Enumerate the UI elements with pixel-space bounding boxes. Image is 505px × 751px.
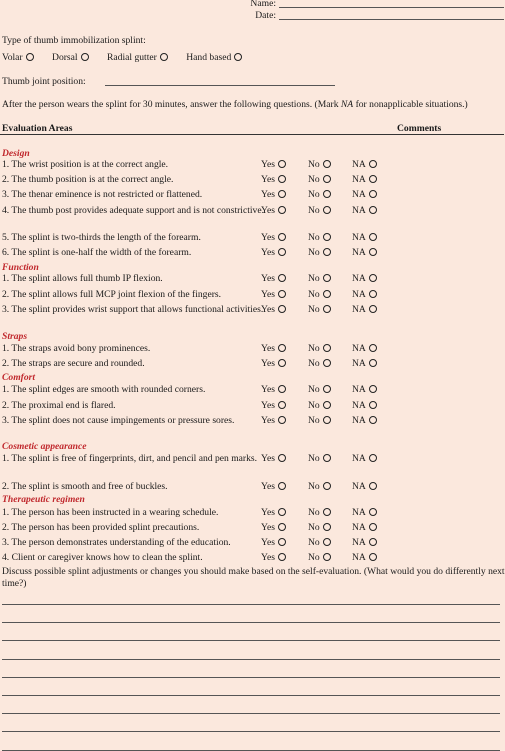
- radio-circle-icon[interactable]: [369, 160, 377, 168]
- na-option[interactable]: [352, 537, 377, 548]
- evaluation-row: [0, 289, 505, 304]
- no-option-label: No: [308, 358, 320, 369]
- radio-circle-icon[interactable]: [369, 538, 377, 546]
- yes-option-label: Yes: [261, 232, 275, 243]
- radio-circle-icon[interactable]: [278, 248, 286, 256]
- yes-option-label: Yes: [261, 537, 275, 548]
- radio-circle-icon[interactable]: [278, 454, 286, 462]
- yes-option-label: Yes: [261, 205, 275, 216]
- option-label: Radial gutter: [107, 52, 157, 63]
- evaluation-row: [0, 273, 505, 288]
- na-option-label: NA: [352, 358, 366, 369]
- no-option[interactable]: [308, 537, 331, 548]
- yes-option-label: Yes: [261, 358, 275, 369]
- radio-circle-icon[interactable]: [160, 53, 168, 61]
- no-option-label: No: [308, 453, 320, 464]
- radio-circle-icon[interactable]: [278, 274, 286, 282]
- na-option[interactable]: [352, 189, 377, 200]
- footer-question: Discuss possible splint adjustments or changes you should make based on the self-evaluation. (What would you do differently next time?): [2, 566, 505, 589]
- radio-circle-icon[interactable]: [323, 305, 331, 313]
- yes-option-label: Yes: [261, 415, 275, 426]
- evaluation-row: [0, 522, 505, 537]
- no-option-label: No: [308, 247, 320, 258]
- no-option-label: No: [308, 289, 320, 300]
- section-title: Comfort: [2, 372, 36, 383]
- no-option-label: No: [308, 232, 320, 243]
- radio-circle-icon[interactable]: [278, 160, 286, 168]
- na-option-label: NA: [352, 289, 366, 300]
- instructions: [2, 99, 468, 110]
- radio-circle-icon[interactable]: [323, 553, 331, 561]
- no-option[interactable]: [308, 400, 331, 411]
- radio-circle-icon[interactable]: [323, 248, 331, 256]
- na-option-label: NA: [352, 522, 366, 533]
- na-option[interactable]: [352, 343, 377, 354]
- item-text: 2. The splint is smooth and free of buckles.: [2, 481, 168, 492]
- yes-option[interactable]: [261, 507, 286, 518]
- radio-circle-icon[interactable]: [369, 385, 377, 393]
- na-option-label: NA: [352, 247, 366, 258]
- no-option[interactable]: [308, 304, 331, 315]
- yes-option-label: Yes: [261, 522, 275, 533]
- item-text: 1. The splint allows full thumb IP flexion.: [2, 273, 163, 284]
- no-option-label: No: [308, 384, 320, 395]
- no-option[interactable]: [308, 289, 331, 300]
- thumb-position-field[interactable]: [105, 85, 335, 86]
- no-option-label: No: [308, 205, 320, 216]
- comment-line[interactable]: [2, 713, 500, 714]
- na-option-label: NA: [352, 400, 366, 411]
- radio-circle-icon[interactable]: [81, 53, 89, 61]
- yes-option[interactable]: [261, 174, 286, 185]
- radio-circle-icon[interactable]: [323, 454, 331, 462]
- radio-circle-icon[interactable]: [278, 401, 286, 409]
- na-option-label: NA: [352, 273, 366, 284]
- section-title: Design: [2, 148, 30, 159]
- option-label: Volar: [2, 52, 23, 63]
- radio-circle-icon[interactable]: [278, 233, 286, 241]
- no-option-label: No: [308, 174, 320, 185]
- item-text: 1. The splint is free of fingerprints, dirt, and pencil and pen marks.: [2, 453, 258, 464]
- na-option-label: NA: [352, 415, 366, 426]
- item-text: 4. The thumb post provides adequate support and is not constrictive.: [2, 205, 265, 216]
- na-option[interactable]: [352, 358, 377, 369]
- item-text: 1. The person has been instructed in a wearing schedule.: [2, 507, 219, 518]
- no-option[interactable]: [308, 522, 331, 533]
- yes-option[interactable]: [261, 400, 286, 411]
- evaluation-row: [0, 400, 505, 415]
- no-option[interactable]: [308, 453, 331, 464]
- radio-circle-icon[interactable]: [278, 359, 286, 367]
- radio-circle-icon[interactable]: [369, 508, 377, 516]
- no-option-label: No: [308, 507, 320, 518]
- radio-circle-icon[interactable]: [369, 416, 377, 424]
- radio-circle-icon[interactable]: [278, 175, 286, 183]
- comment-line[interactable]: [2, 677, 500, 678]
- no-option[interactable]: [308, 343, 331, 354]
- radio-circle-icon[interactable]: [369, 233, 377, 241]
- no-option[interactable]: [308, 232, 331, 243]
- yes-option[interactable]: [261, 415, 286, 426]
- na-option[interactable]: [352, 247, 377, 258]
- radio-circle-icon[interactable]: [369, 305, 377, 313]
- item-text: 1. The splint edges are smooth with rounded corners.: [2, 384, 206, 395]
- comment-line[interactable]: [2, 604, 500, 605]
- radio-circle-icon[interactable]: [323, 160, 331, 168]
- evaluation-row: [0, 384, 505, 399]
- yes-option-label: Yes: [261, 400, 275, 411]
- comment-line[interactable]: [2, 622, 500, 623]
- thumb-position-label: Thumb joint position:: [2, 76, 86, 87]
- no-option-label: No: [308, 415, 320, 426]
- radio-circle-icon[interactable]: [323, 416, 331, 424]
- yes-option-label: Yes: [261, 481, 275, 492]
- no-option-label: No: [308, 189, 320, 200]
- evaluation-row: [0, 537, 505, 552]
- no-option-label: No: [308, 343, 320, 354]
- no-option[interactable]: [308, 507, 331, 518]
- radio-circle-icon[interactable]: [278, 290, 286, 298]
- item-text: 3. The person demonstrates understanding of the education.: [2, 537, 231, 548]
- na-option[interactable]: [352, 159, 377, 170]
- no-option[interactable]: [308, 552, 331, 563]
- na-option[interactable]: [352, 415, 377, 426]
- radio-circle-icon[interactable]: [278, 416, 286, 424]
- yes-option[interactable]: [261, 189, 286, 200]
- radio-circle-icon[interactable]: [323, 190, 331, 198]
- yes-option[interactable]: [261, 273, 286, 284]
- no-option[interactable]: [308, 415, 331, 426]
- radio-circle-icon[interactable]: [369, 523, 377, 531]
- section-title: Cosmetic appearance: [2, 441, 87, 452]
- evaluation-row: [0, 205, 505, 220]
- radio-circle-icon[interactable]: [369, 482, 377, 490]
- instructions-text: After the person wears the splint for 30 minutes, answer the following questions. (Mark: [2, 99, 341, 110]
- no-option[interactable]: [308, 205, 331, 216]
- item-text: 2. The person has been provided splint precautions.: [2, 522, 200, 533]
- yes-option[interactable]: [261, 537, 286, 548]
- radio-circle-icon[interactable]: [369, 175, 377, 183]
- radio-circle-icon[interactable]: [369, 553, 377, 561]
- option-radial-gutter[interactable]: [107, 52, 168, 63]
- no-option[interactable]: [308, 247, 331, 258]
- radio-circle-icon[interactable]: [278, 190, 286, 198]
- yes-option[interactable]: [261, 247, 286, 258]
- radio-circle-icon[interactable]: [278, 523, 286, 531]
- comment-line[interactable]: [2, 640, 500, 641]
- evaluation-row: [0, 232, 505, 247]
- na-option-label: NA: [352, 189, 366, 200]
- splint-type-options: [2, 52, 242, 63]
- radio-circle-icon[interactable]: [369, 274, 377, 282]
- no-option-label: No: [308, 304, 320, 315]
- radio-circle-icon[interactable]: [323, 359, 331, 367]
- no-option[interactable]: [308, 384, 331, 395]
- splint-type-question: Type of thumb immobilization splint:: [2, 35, 146, 46]
- yes-option-label: Yes: [261, 289, 275, 300]
- yes-option[interactable]: [261, 232, 286, 243]
- evaluation-row: [0, 159, 505, 174]
- option-hand-based[interactable]: [186, 52, 242, 63]
- evaluation-row: [0, 304, 505, 319]
- radio-circle-icon[interactable]: [323, 290, 331, 298]
- evaluation-row: [0, 453, 505, 468]
- yes-option[interactable]: [261, 205, 286, 216]
- yes-option[interactable]: [261, 304, 286, 315]
- no-option[interactable]: [308, 481, 331, 492]
- na-option[interactable]: [352, 304, 377, 315]
- item-text: 1. The straps avoid bony prominences.: [2, 343, 151, 354]
- comment-line[interactable]: [2, 659, 500, 660]
- radio-circle-icon[interactable]: [323, 508, 331, 516]
- yes-option-label: Yes: [261, 453, 275, 464]
- section-title: Straps: [2, 331, 28, 342]
- evaluation-row: [0, 552, 505, 567]
- no-option[interactable]: [308, 358, 331, 369]
- no-option-label: No: [308, 400, 320, 411]
- na-option[interactable]: [352, 232, 377, 243]
- item-text: 1. The wrist position is at the correct angle.: [2, 159, 169, 170]
- yes-option[interactable]: [261, 159, 286, 170]
- item-text: 4. Client or caregiver knows how to clean the splint.: [2, 552, 203, 563]
- yes-option[interactable]: [261, 453, 286, 464]
- radio-circle-icon[interactable]: [323, 482, 331, 490]
- na-option[interactable]: [352, 400, 377, 411]
- item-text: 6. The splint is one-half the width of the forearm.: [2, 247, 192, 258]
- na-option[interactable]: [352, 384, 377, 395]
- date-field[interactable]: [279, 19, 504, 20]
- radio-circle-icon[interactable]: [26, 53, 34, 61]
- comment-line[interactable]: [2, 731, 500, 732]
- na-option[interactable]: [352, 507, 377, 518]
- yes-option-label: Yes: [261, 384, 275, 395]
- radio-circle-icon[interactable]: [323, 206, 331, 214]
- col-eval-header: Evaluation Areas: [2, 123, 73, 134]
- evaluation-row: [0, 507, 505, 522]
- no-option-label: No: [308, 552, 320, 563]
- no-option-label: No: [308, 273, 320, 284]
- evaluation-row: [0, 415, 505, 430]
- na-option[interactable]: [352, 552, 377, 563]
- na-option[interactable]: [352, 273, 377, 284]
- evaluation-row: [0, 189, 505, 204]
- radio-circle-icon[interactable]: [323, 523, 331, 531]
- section-title: Therapeutic regimen: [2, 494, 85, 505]
- evaluation-row: [0, 343, 505, 358]
- na-option-label: NA: [352, 453, 366, 464]
- yes-option-label: Yes: [261, 507, 275, 518]
- na-option[interactable]: [352, 289, 377, 300]
- radio-circle-icon[interactable]: [323, 175, 331, 183]
- radio-circle-icon[interactable]: [369, 190, 377, 198]
- name-field[interactable]: [279, 7, 504, 8]
- yes-option-label: Yes: [261, 273, 275, 284]
- na-option-label: NA: [352, 174, 366, 185]
- na-option-label: NA: [352, 304, 366, 315]
- radio-circle-icon[interactable]: [234, 53, 242, 61]
- no-option[interactable]: [308, 189, 331, 200]
- na-option[interactable]: [352, 205, 377, 216]
- yes-option-label: Yes: [261, 159, 275, 170]
- no-option[interactable]: [308, 159, 331, 170]
- instructions-na: NA: [340, 99, 354, 110]
- item-text: 2. The splint allows full MCP joint flexion of the fingers.: [2, 289, 222, 300]
- na-option-label: NA: [352, 343, 366, 354]
- radio-circle-icon[interactable]: [278, 538, 286, 546]
- radio-circle-icon[interactable]: [369, 248, 377, 256]
- na-option[interactable]: [352, 174, 377, 185]
- date-label: Date:: [255, 10, 276, 21]
- header-divider: [0, 134, 504, 135]
- option-label: Dorsal: [52, 52, 78, 63]
- radio-circle-icon[interactable]: [323, 385, 331, 393]
- na-option-label: NA: [352, 507, 366, 518]
- radio-circle-icon[interactable]: [369, 454, 377, 462]
- radio-circle-icon[interactable]: [278, 385, 286, 393]
- na-option-label: NA: [352, 384, 366, 395]
- radio-circle-icon[interactable]: [323, 233, 331, 241]
- yes-option[interactable]: [261, 289, 286, 300]
- yes-option-label: Yes: [261, 189, 275, 200]
- no-option[interactable]: [308, 273, 331, 284]
- na-option[interactable]: [352, 522, 377, 533]
- radio-circle-icon[interactable]: [323, 274, 331, 282]
- item-text: 3. The splint does not cause impingements or pressure sores.: [2, 415, 235, 426]
- option-dorsal[interactable]: [52, 52, 89, 63]
- comment-line[interactable]: [2, 695, 500, 696]
- no-option-label: No: [308, 537, 320, 548]
- option-volar[interactable]: [2, 52, 34, 63]
- item-text: 2. The straps are secure and rounded.: [2, 358, 145, 369]
- na-option[interactable]: [352, 453, 377, 464]
- item-text: 2. The thumb position is at the correct angle.: [2, 174, 174, 185]
- na-option-label: NA: [352, 159, 366, 170]
- yes-option[interactable]: [261, 358, 286, 369]
- name-label: Name:: [250, 0, 276, 9]
- yes-option-label: Yes: [261, 343, 275, 354]
- radio-circle-icon[interactable]: [278, 206, 286, 214]
- radio-circle-icon[interactable]: [278, 482, 286, 490]
- radio-circle-icon[interactable]: [369, 344, 377, 352]
- item-text: 3. The thenar eminence is not restricted or flattened.: [2, 189, 203, 200]
- no-option-label: No: [308, 522, 320, 533]
- instructions-text-end: for nonapplicable situations.): [353, 99, 468, 110]
- na-option-label: NA: [352, 205, 366, 216]
- yes-option[interactable]: [261, 384, 286, 395]
- item-text: 3. The splint provides wrist support that allows functional activities.: [2, 304, 264, 315]
- col-comments-header: Comments: [397, 123, 442, 134]
- evaluation-row: [0, 174, 505, 189]
- no-option-label: No: [308, 159, 320, 170]
- yes-option[interactable]: [261, 552, 286, 563]
- na-option-label: NA: [352, 552, 366, 563]
- radio-circle-icon[interactable]: [278, 344, 286, 352]
- radio-circle-icon[interactable]: [369, 401, 377, 409]
- option-label: Hand based: [186, 52, 232, 63]
- radio-circle-icon[interactable]: [278, 553, 286, 561]
- no-option-label: No: [308, 481, 320, 492]
- evaluation-row: [0, 358, 505, 373]
- radio-circle-icon[interactable]: [278, 305, 286, 313]
- na-option-label: NA: [352, 481, 366, 492]
- na-option-label: NA: [352, 232, 366, 243]
- yes-option-label: Yes: [261, 174, 275, 185]
- yes-option[interactable]: [261, 481, 286, 492]
- na-option[interactable]: [352, 481, 377, 492]
- item-text: 5. The splint is two-thirds the length of the forearm.: [2, 232, 201, 243]
- radio-circle-icon[interactable]: [323, 538, 331, 546]
- section-title: Function: [2, 262, 39, 273]
- yes-option-label: Yes: [261, 304, 275, 315]
- yes-option[interactable]: [261, 343, 286, 354]
- yes-option-label: Yes: [261, 552, 275, 563]
- item-text: 2. The proximal end is flared.: [2, 400, 116, 411]
- na-option-label: NA: [352, 537, 366, 548]
- yes-option[interactable]: [261, 522, 286, 533]
- no-option[interactable]: [308, 174, 331, 185]
- radio-circle-icon[interactable]: [323, 401, 331, 409]
- yes-option-label: Yes: [261, 247, 275, 258]
- radio-circle-icon[interactable]: [369, 359, 377, 367]
- radio-circle-icon[interactable]: [369, 290, 377, 298]
- evaluation-row: [0, 247, 505, 262]
- radio-circle-icon[interactable]: [369, 206, 377, 214]
- radio-circle-icon[interactable]: [323, 344, 331, 352]
- radio-circle-icon[interactable]: [278, 508, 286, 516]
